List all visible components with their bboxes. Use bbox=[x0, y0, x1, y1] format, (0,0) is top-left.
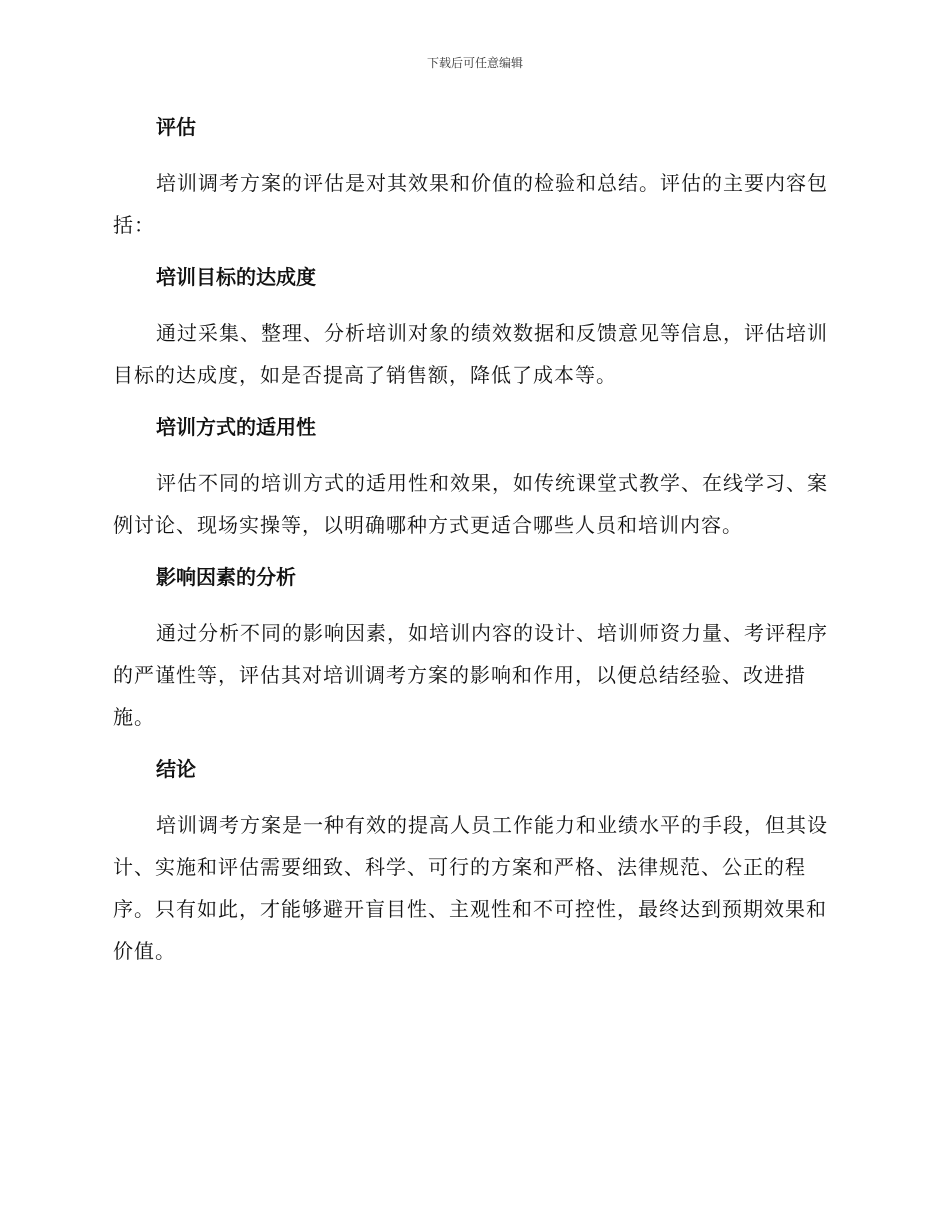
section-heading: 评估 bbox=[156, 115, 196, 139]
section-heading: 影响因素的分析 bbox=[156, 565, 296, 589]
section-heading: 培训方式的适用性 bbox=[156, 415, 316, 439]
section-paragraph: 通过分析不同的影响因素，如培训内容的设计、培训师资力量、考评程序的严谨性等，评估其对培训调考方案的影响和作用，以便总结经验、改进措施。 bbox=[113, 621, 828, 729]
section-paragraph: 评估不同的培训方式的适用性和效果，如传统课堂式教学、在线学习、案例讨论、现场实操等，以明确哪种方式更适合哪些人员和培训内容。 bbox=[113, 471, 828, 537]
document-body bbox=[113, 112, 833, 972]
section-heading: 结论 bbox=[156, 757, 196, 781]
section-paragraph: 培训调考方案是一种有效的提高人员工作能力和业绩水平的手段，但其设计、实施和评估需要细致、科学、可行的方案和严格、法律规范、公正的程序。只有如此，才能够避开盲目性、主观性和不可控性，最终达到预期效果和价值。 bbox=[113, 813, 828, 963]
section-paragraph: 通过采集、整理、分析培训对象的绩效数据和反馈意见等信息，评估培训目标的达成度，如是否提高了销售额，降低了成本等。 bbox=[113, 321, 828, 387]
section-heading: 培训目标的达成度 bbox=[156, 265, 316, 289]
header-note: 下载后可任意编辑 bbox=[426, 56, 523, 70]
section-paragraph: 培训调考方案的评估是对其效果和价值的检验和总结。评估的主要内容包括： bbox=[113, 171, 828, 237]
